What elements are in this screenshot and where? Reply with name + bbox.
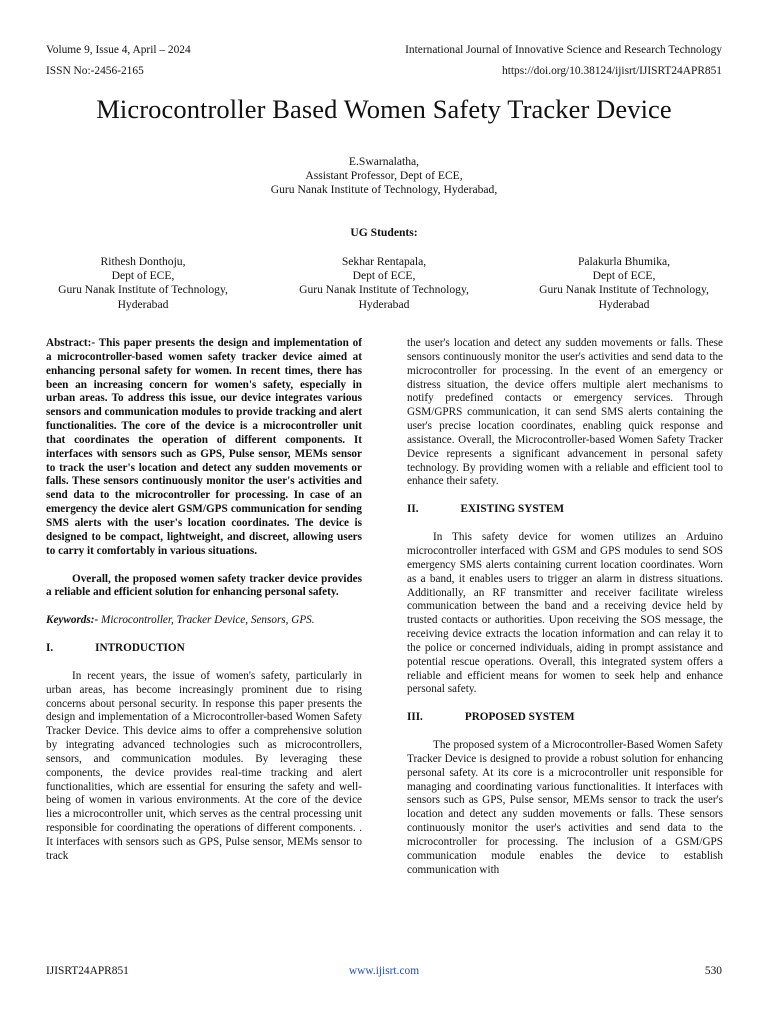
abstract-paragraph: Abstract:- This paper presents the design and implementation of a microcontroller-based women safety tracker device aimed at enhancing personal safety for women. In recent times, there has been an increasing concern for women's safety, especially in urban areas. To address this issue, our device integrates various sensors and communication modules to provide tracking and alert functionalities. The core of the device is a microcontroller unit that coordinates the operation of different components. It interfaces with sensors such as GPS, Pulse sensor, MEMs sensor to track the user's location and detect any sudden movements or falls. These sensors continuously monitor the user's activities and send data to the microcontroller for processing. In case of an emergency the device alert GSM/GPS communication for sending SMS alerts with the user's location coordinates. The device is designed to be compact, lightweight, and discreet, allowing users to carry it comfortably in various situations. xyxy=(46,337,362,557)
left-column xyxy=(46,337,362,864)
student-author-2 xyxy=(264,255,504,312)
proposed-system-paragraph: The proposed system of a Microcontroller-Based Women Safety Tracker Device is designed to provide a robust solution for enhancing personal safety. At its core is a microcontroller unit responsible for managing and coordinating various functionalities. It interfaces with sensors such as GPS, Pulse sensor, MEMs sensor to track the user's location and detect any sudden movements or falls. These sensors continuously monitor the user's activities and send data to the microcontroller for processing. The inclusion of a GSM/GPS communication module enables the device to establish communication with xyxy=(407,739,723,876)
student-name: Sekhar Rentapala, xyxy=(341,255,427,268)
page-number: 530 xyxy=(704,965,722,977)
right-column xyxy=(407,337,723,878)
keywords-label: Keywords:- xyxy=(46,614,99,627)
journal-name: International Journal of Innovative Science and Research Technology xyxy=(405,44,722,56)
student-dept: Dept of ECE, xyxy=(592,269,656,283)
introduction-continuation: the user's location and detect any sudden movements or falls. These sensors continuously monitor the user's activities and send data to the microcontroller for processing. In the event of an emergency or distress situation, the device offers multiple alert mechanisms to notify predefined contacts or emergency services. Through GSM/GPRS communication, it can send SMS alerts containing the user's precise location coordinates, enabling quick response and assistance. Overall, the Microcontroller-based Women Safety Tracker Device represents a significant advancement in personal safety technology. By providing women with a reliable and efficient tool to enhance their safety. xyxy=(407,337,723,488)
keywords-list: Microcontroller, Tracker Device, Sensors, GPS. xyxy=(98,614,315,627)
section-number: II. xyxy=(407,503,419,516)
section-heading-existing-system xyxy=(407,503,723,517)
keywords-line xyxy=(46,614,362,628)
footer-website-link[interactable]: www.ijisrt.com xyxy=(348,965,420,977)
section-title: INTRODUCTION xyxy=(95,642,185,655)
student-city: Hyderabad xyxy=(117,297,169,311)
section-heading-introduction xyxy=(46,642,362,656)
student-city: Hyderabad xyxy=(598,297,650,311)
volume-issue: Volume 9, Issue 4, April – 2024 xyxy=(46,44,191,56)
student-institute: Guru Nanak Institute of Technology, xyxy=(299,283,469,297)
lead-author-name: E.Swarnalatha, xyxy=(348,155,420,168)
lead-author-institute: Guru Nanak Institute of Technology, Hyderabad, xyxy=(270,183,498,196)
doi-link[interactable]: https://doi.org/10.38124/ijisrt/IJISRT24APR851 xyxy=(502,65,722,77)
section-heading-proposed-system xyxy=(407,711,723,725)
student-dept: Dept of ECE, xyxy=(111,269,175,283)
footer-paper-id: IJISRT24APR851 xyxy=(46,965,129,977)
lead-author-block xyxy=(0,155,768,197)
student-author-1 xyxy=(23,255,263,312)
student-institute: Guru Nanak Institute of Technology, xyxy=(58,283,228,297)
section-number: I. xyxy=(46,642,54,655)
section-title: EXISTING SYSTEM xyxy=(460,503,565,516)
student-dept: Dept of ECE, xyxy=(352,269,416,283)
student-name: Rithesh Donthoju, xyxy=(100,255,186,268)
section-number: III. xyxy=(407,711,423,724)
lead-author-position: Assistant Professor, Dept of ECE, xyxy=(305,169,463,182)
introduction-paragraph: In recent years, the issue of women's safety, particularly in urban areas, has become increasingly prominent due to rising concerns about personal security. In response this paper presents the design and implementation of a Microcontroller-based Women Safety Tracker Device. This device aims to offer a comprehensive solution by integrating advanced technologies such as microcontrollers, sensors, and communication modules. By leveraging these components, the device provides real-time tracking and alert functionalities, which are essential for ensuring the safety and well-being of women in various environments. At the core of the device lies a microcontroller unit, which serves as the central processing unit responsible for coordinating the operations of different components. . It interfaces with sensors such as GPS, Pulse sensor, MEMs sensor to track xyxy=(46,669,362,862)
student-name: Palakurla Bhumika, xyxy=(577,255,671,268)
section-title: PROPOSED SYSTEM xyxy=(464,711,575,724)
student-city: Hyderabad xyxy=(358,297,410,311)
abstract-overall: Overall, the proposed women safety tracker device provides a reliable and efficient solution for enhancing personal safety. xyxy=(46,572,362,599)
issn: ISSN No:-2456-2165 xyxy=(46,65,144,77)
student-author-3 xyxy=(504,255,744,312)
existing-system-paragraph: In This safety device for women utilizes an Arduino microcontroller interfaced with GSM and GPS modules to send SOS emergency SMS alerts containing current location coordinates. Worn as a band, it enables users to trigger an alarm in distress situations. Additionally, an RF transmitter and receiver facilitate wireless communication between the band and a receiving device held by trusted contacts or authorities. Upon receiving the SOS message, the receiving device extracts the location information and can relay it to the police or concerned individuals, aiding in prompt assistance and potential rescue operations. Overall, this integrated system offers a reliable and efficient means for women to seek help and enhance personal safety. xyxy=(407,531,723,696)
student-institute: Guru Nanak Institute of Technology, xyxy=(539,283,709,297)
paper-title: Microcontroller Based Women Safety Tracker Device xyxy=(96,94,672,124)
ug-students-heading: UG Students: xyxy=(350,226,418,239)
